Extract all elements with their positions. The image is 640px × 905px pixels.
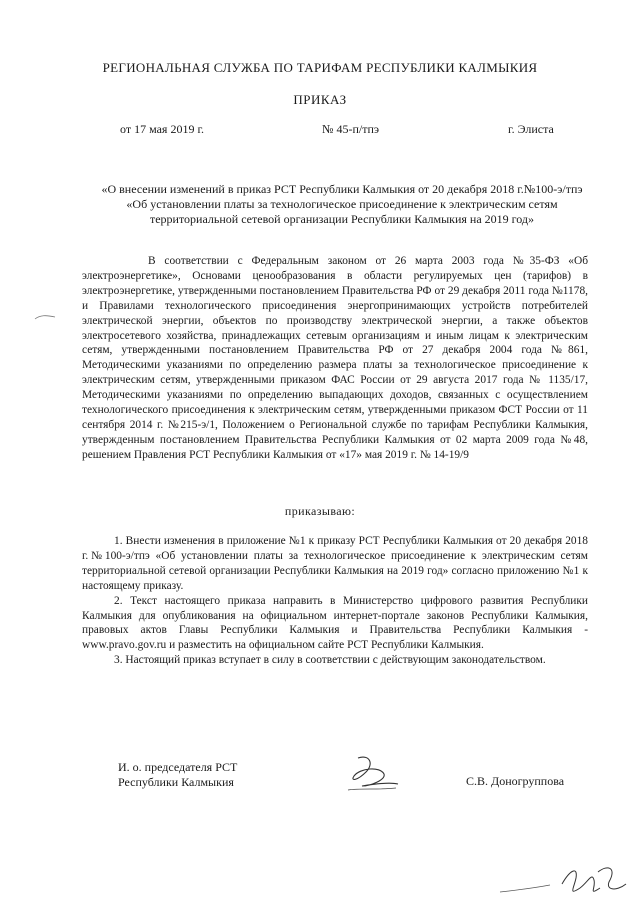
- organization-name: РЕГИОНАЛЬНАЯ СЛУЖБА ПО ТАРИФАМ РЕСПУБЛИКИ КАЛМЫКИЯ: [102, 60, 538, 75]
- order-number: № 45-п/тпэ: [322, 122, 380, 136]
- order-items: [82, 534, 588, 668]
- handwritten-signature: [340, 752, 404, 796]
- order-item-3: 3. Настоящий приказ вступает в силу в соответствии с действующим законодательством.: [114, 654, 546, 667]
- decree-word: приказываю:: [284, 504, 356, 518]
- order-title: «О внесении изменений в приказ РСТ Республики Калмыкия от 20 декабря 2018 г.№100-э/тпэ «Об установлении платы за технологическое присоединение к электрическим сетям территориальной сетевой организации Республики Калмыкия на 2019 год»: [101, 182, 583, 226]
- signatory-position: [118, 760, 237, 790]
- preamble-text: В соответствии с Федеральным законом от 26 марта 2003 года №35-ФЗ «Об электроэнергетике», Основами ценообразования в области регулируемых цен (тарифов) в электроэнергетике, утвержденными постановлением Правительства РФ от 29 декабря 2011 года №1178, и Правилами технологического присоединения энергопринимающих устройств потребителей электрической энергии, объектов по производству электрической энергии, а также объектов электросетевого хозяйства, принадлежащих сетевым организациям и иным лицам к электрическим сетям, утвержденными постановлением Правительства РФ от 27 декабря 2004 года №861, Методическими указаниями по определению размера платы за технологическое присоединение к электрическим сетям, утвержденными приказом ФАС России от 29 августа 2017 года № 1135/17, Методическими указаниями по определению выпадающих доходов, связанных с осуществлением технологического присоединения к электрическим сетям, утвержденными приказом ФСТ России от 11 сентября 2014 г. №215-э/1, Положением о Региональной службе по тарифам Республики Калмыкия, утвержденным постановлением Правительства Республики Калмыкия от 02 марта 2009 года №48, решением Правления РСТ Республики Калмыкия от «17» мая 2019 г. № 14-19/9: [82, 255, 588, 461]
- document-type: ПРИКАЗ: [293, 92, 347, 107]
- order-city: г. Элиста: [508, 122, 554, 136]
- order-item-2: 2. Текст настоящего приказа направить в Министерство цифрового развития Республики Калмыкия для опубликования на официальном интернет-портале законов Республики Калмыкия, правовых актов Главы Республики Калмыкия и Правительства Республики Калмыкия - www.pravo.gov.ru и разместить на официальном сайте РСТ Республики Калмыкия.: [82, 594, 588, 652]
- order-date: от 17 мая 2019 г.: [120, 122, 205, 136]
- signatory-position-line2: Республики Калмыкия: [118, 775, 234, 789]
- scan-mark: [34, 312, 56, 322]
- signatory-name: С.В. Доногруппова: [466, 774, 565, 788]
- signatory-position-line1: И. о. председателя РСТ: [118, 760, 238, 774]
- preamble-paragraph: [82, 254, 588, 463]
- order-item-1: 1. Внести изменения в приложение №1 к приказу РСТ Республики Калмыкия от 20 декабря 2018 г.№100-э/тпэ «Об установлении платы за технологическое присоединение к электрическим сетям территориальной сетевой организации Республики Калмыкия на 2019 год» согласно приложению №1 к настоящему приказу.: [82, 535, 588, 592]
- corner-initials-signature: [498, 858, 630, 902]
